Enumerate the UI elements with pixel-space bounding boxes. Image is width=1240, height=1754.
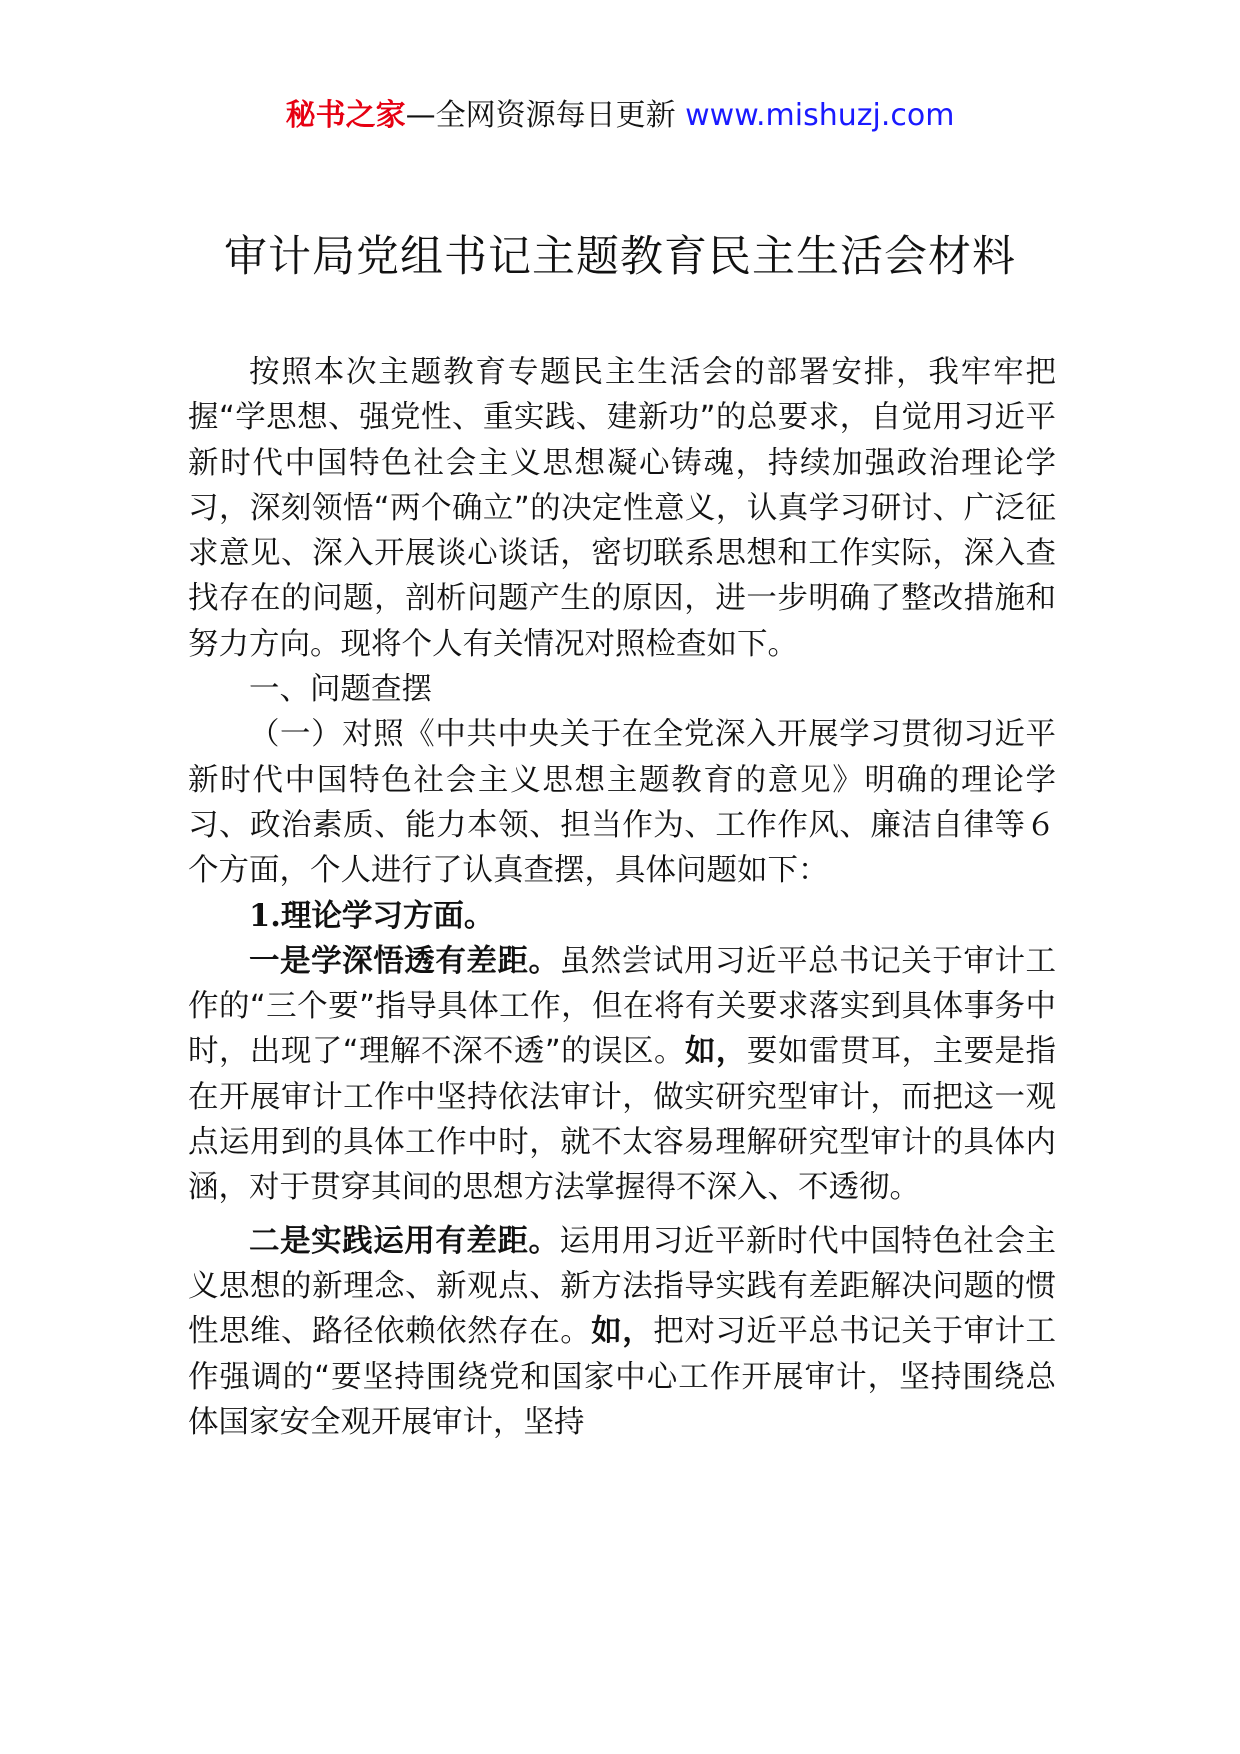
item-heading <box>188 894 1056 939</box>
subsection-paragraph: （一）对照《中共中央关于在全党深入开展学习贯彻习近平新时代中国特色社会主义思想主题教育的意见》明确的理论学习、政治素质、能力本领、担当作为、工作作风、廉洁自律等６个方面，个人进行了认真查摆，具体问题如下： <box>188 717 1056 889</box>
section-heading: 一、问题查摆 <box>249 672 432 708</box>
point-two-example-text: 把对习近平总书记关于审计工作强调的“要坚持围绕党和国家中心工作开展审计，坚持围绕总体国家安全观开展审计，坚持 <box>188 1314 1057 1440</box>
point-two-lead: 二是实践运用有差距。 <box>249 1223 560 1259</box>
point-one-paragraph <box>188 939 1056 1211</box>
site-header <box>0 98 1240 134</box>
point-one-example-label: 如， <box>684 1034 747 1070</box>
point-one-lead: 一是学深悟透有差距。 <box>249 943 560 979</box>
intro-paragraph: 按照本次主题教育专题民主生活会的部署安排，我牢牢把握“学思想、强党性、重实践、建新功”的总要求，自觉用习近平新时代中国特色社会主义思想凝心铸魂，持续加强政治理论学习，深刻领悟“两个确立”的决定性意义，认真学习研讨、广泛征求意见、深入开展谈心谈话，密切联系思想和工作实际，深入查找存在的问题，剖析问题产生的原因，进一步明确了整改措施和努力方向。现将个人有关情况对照检查如下。 <box>188 355 1056 662</box>
point-one-example-text: 要如雷贯耳，主要是指在开展审计工作中坚持依法审计，做实研究型审计，而把这一观点运用到的具体工作中时，就不太容易理解研究型审计的具体内涵，对于贯穿其间的思想方法掌握得不深入、不透彻。 <box>188 1034 1057 1206</box>
point-one-text: 虽然尝试用习近平总书记关于审计工作的“三个要”指导具体工作，但在将有关要求落实到具体事务中时，出现了“理解不深不透”的误区。 <box>188 943 1057 1070</box>
site-url-link[interactable]: www.mishuzj.com <box>685 98 955 133</box>
document-title: 审计局党组书记主题教育民主生活会材料 <box>224 232 1016 282</box>
site-slogan: —全网资源每日更新 <box>405 98 676 133</box>
site-brand: 秘书之家 <box>285 98 406 133</box>
item-heading-text: 1.理论学习方面。 <box>249 897 495 934</box>
point-two-text: 运用用习近平新时代中国特色社会主义思想的新理念、新观点、新方法指导实践有差距解决问题的惯性思维、路径依赖依然存在。 <box>188 1223 1057 1350</box>
document-body <box>188 350 1056 1445</box>
point-two-example-label: 如， <box>591 1314 654 1350</box>
point-two-paragraph <box>188 1219 1056 1445</box>
